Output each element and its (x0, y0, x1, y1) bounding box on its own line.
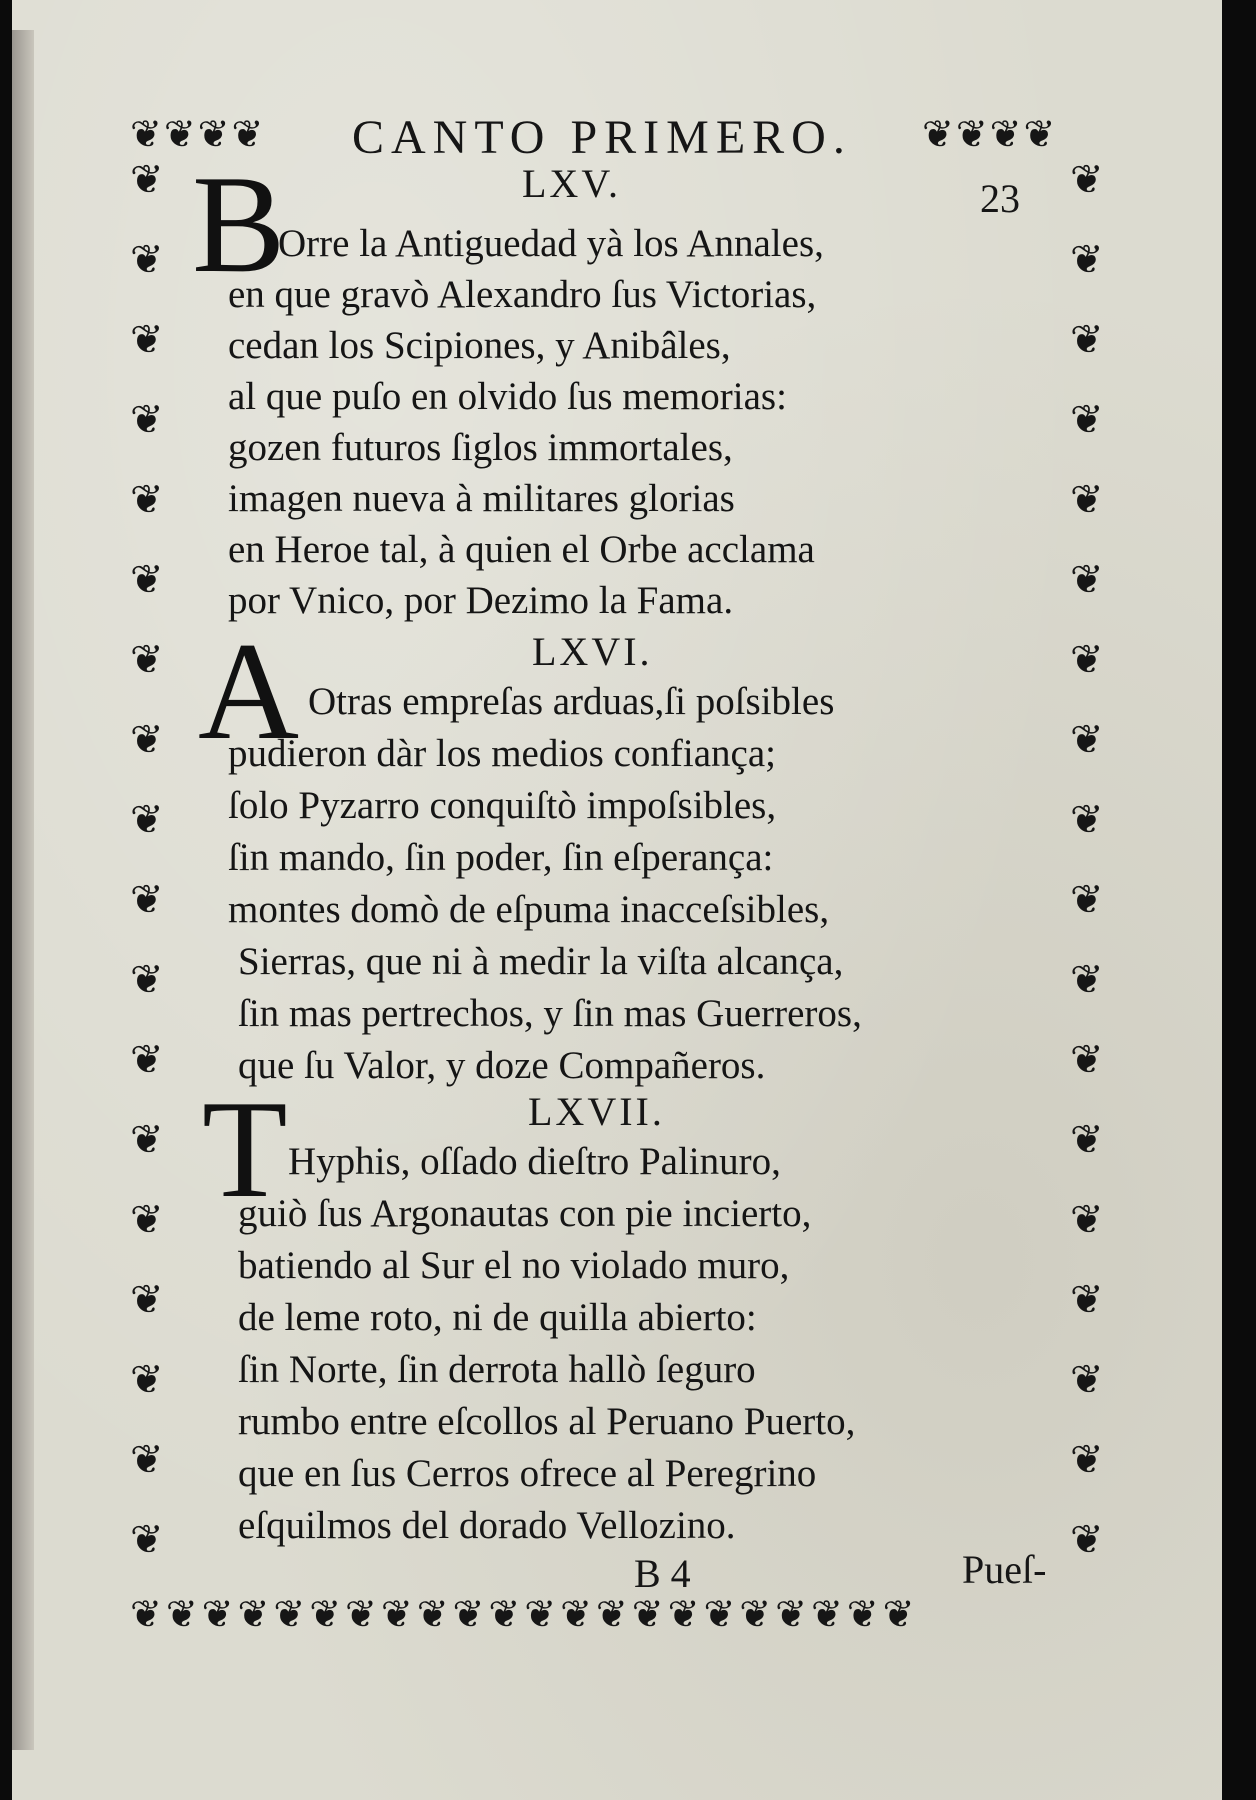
fleuron-icon: ❦ (130, 1117, 164, 1162)
stanza-numeral: LXVII. (528, 1089, 665, 1134)
verse-line: Otras empreſas arduas,ſi poſsibles (308, 680, 835, 723)
verse-line: batiendo al Sur el no violado muro, (238, 1244, 790, 1287)
verse-line: Hyphis, oſſado dieſtro Palinuro, (288, 1140, 781, 1183)
verse-line: Sierras, que ni à medir la viſta alcança, (238, 940, 844, 983)
fleuron-icon: ❦ (1070, 317, 1104, 362)
previous-page-edge (12, 30, 34, 1750)
verse-line: guiò ſus Argonautas con pie incierto, (238, 1192, 812, 1235)
verse-line: que en ſus Cerros ofrece al Peregrino (238, 1452, 817, 1495)
drop-capital: A (198, 614, 300, 769)
fleuron-icon: ❦ (130, 957, 164, 1002)
verse-line: de leme roto, ni de quilla abierto: (238, 1296, 757, 1339)
fleuron-icon: ❦ (1070, 637, 1104, 682)
catchword: Pueſ- (962, 1547, 1047, 1592)
verse-line: gozen futuros ſiglos immortales, (228, 426, 733, 469)
verse-line: en Heroe tal, à quien el Orbe acclama (228, 528, 815, 571)
fleuron-icon: ❦ (130, 317, 164, 362)
drop-capital: T (202, 1072, 288, 1227)
right-border-ornaments (1070, 157, 1130, 1580)
verse-line: cedan los Scipiones, y Anibâles, (228, 324, 731, 367)
verse-line: en que gravò Alexandro ſus Victorias, (228, 273, 817, 316)
fleuron-icon: ❦ (1070, 237, 1104, 282)
fleuron-icon: ❦ (1070, 157, 1104, 202)
verse-line: ſin mando, ſin poder, ſin eſperança: (228, 836, 774, 879)
bottom-border-ornaments: ❦❦❦❦❦❦❦❦❦❦❦❦❦❦❦❦❦❦❦❦❦❦ (130, 1594, 919, 1636)
fleuron-icon: ❦ (130, 1277, 164, 1322)
verse-line: que ſu Valor, y doze Compañeros. (238, 1044, 766, 1087)
fleuron-icon: ❦ (130, 1437, 164, 1482)
fleuron-icon: ❦ (130, 157, 164, 202)
fleuron-icon: ❦ (130, 637, 164, 682)
verse-line: imagen nueva à militares glorias (228, 477, 735, 520)
fleuron-icon: ❦ (1070, 1437, 1104, 1482)
fleuron-icon: ❦ (1070, 877, 1104, 922)
fleuron-icon: ❦ (130, 877, 164, 922)
stanza-numeral: LXVI. (532, 629, 653, 674)
verse-line: eſquilmos del dorado Vellozino. (238, 1504, 736, 1547)
left-border-ornaments (130, 157, 190, 1580)
fleuron-icon: ❦ (130, 237, 164, 282)
fleuron-icon: ❦ (130, 717, 164, 762)
page-number: 23 (980, 176, 1020, 221)
book-page (12, 0, 1222, 1800)
verse-line: montes domò de eſpuma inacceſsibles, (228, 888, 830, 931)
verse-line: rumbo entre eſcollos al Peruano Puerto, (238, 1400, 856, 1443)
fleuron-icon: ❦ (130, 397, 164, 442)
fleuron-icon: ❦ (1070, 1197, 1104, 1242)
verse-line: Orre la Antiguedad yà los Annales, (278, 222, 824, 265)
fleuron-icon: ❦ (1070, 957, 1104, 1002)
verse-line: por Vnico, por Dezimo la Fama. (228, 579, 734, 622)
verse-line: ſin Norte, ſin derrota hallò ſeguro (238, 1348, 756, 1391)
fleuron-icon: ❦ (1070, 1277, 1104, 1322)
drop-capital: B (192, 147, 286, 302)
verse-line: al que puſo en olvido ſus memorias: (228, 375, 787, 418)
fleuron-icon: ❦ (130, 1197, 164, 1242)
verse-line: pudieron dàr los medios confiança; (228, 732, 776, 775)
fleuron-icon: ❦ (130, 1037, 164, 1082)
fleuron-icon: ❦ (1070, 1517, 1104, 1562)
fleuron-icon: ❦ (1070, 1037, 1104, 1082)
verse-line: ſin mas pertrechos, y ſin mas Guerreros, (238, 992, 862, 1035)
fleuron-icon: ❦ (1070, 717, 1104, 762)
fleuron-icon: ❦ (1070, 557, 1104, 602)
header-ornament-right: ❦❦❦❦ (922, 114, 1058, 156)
fleuron-icon: ❦ (1070, 397, 1104, 442)
fleuron-icon: ❦ (1070, 477, 1104, 522)
fleuron-icon: ❦ (1070, 797, 1104, 842)
fleuron-icon: ❦ (130, 797, 164, 842)
header-ornament-left: ❦❦❦❦ (130, 114, 266, 156)
fleuron-icon: ❦ (130, 477, 164, 522)
fleuron-icon: ❦ (1070, 1117, 1104, 1162)
signature-mark: B 4 (634, 1551, 691, 1596)
fleuron-icon: ❦ (130, 557, 164, 602)
fleuron-icon: ❦ (1070, 1357, 1104, 1402)
verse-line: ſolo Pyzarro conquiſtò impoſsibles, (228, 784, 777, 827)
stanza-numeral: LXV. (522, 161, 622, 206)
page-header-title: CANTO PRIMERO. (352, 111, 852, 164)
fleuron-icon: ❦ (130, 1357, 164, 1402)
fleuron-icon: ❦ (130, 1517, 164, 1562)
